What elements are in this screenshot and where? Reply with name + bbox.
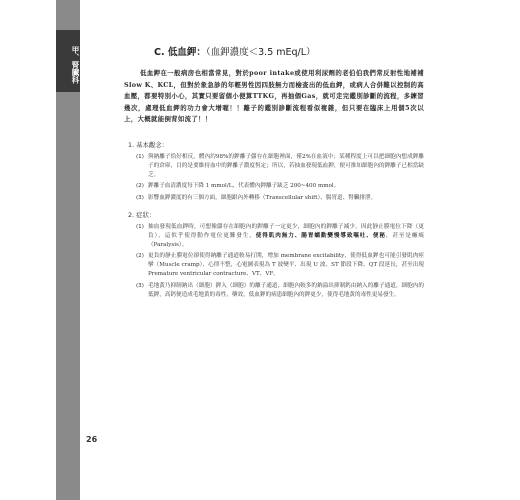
list-item-number: (2) <box>136 183 144 190</box>
list-item <box>136 223 424 249</box>
chapter-tab: 甲、腎臟科 <box>56 30 80 92</box>
list-item-number: (2) <box>136 253 144 260</box>
list-item-text: 影響血鉀濃度的有三個方面，細胞跟內外轉移（Transcellular shift）、腸胃道、腎臟排泄。 <box>148 195 377 202</box>
main-content <box>124 44 424 306</box>
list-item <box>136 282 424 300</box>
list-item-number: (3) <box>136 282 144 289</box>
symptoms-section <box>124 210 424 299</box>
section-title <box>154 44 424 58</box>
list-item-text <box>148 223 424 249</box>
list-item-text: 與鈉離子恰好相反，體內約98%的鉀離子儲存在細胞裡面，僅2%在血液中；某種程度上可以把細胞內想成鉀離子的倉庫，目的是要維持血中的鉀離子濃度恆定；所以，若抽血發現低血鉀，便可推知細胞內的鉀離子已相當缺乏。 <box>148 153 424 178</box>
chapter-sidebar <box>56 0 80 500</box>
list-item <box>136 252 424 278</box>
list-item <box>136 153 424 179</box>
list-item-text: 毛地黃乃抑制鈉出（細胞）鉀入（細胞）的離子通道，細胞內較多的鈉溢出抑制鈣由鈉入的離子通道，細胞內的低鉀，高鈣便造成毛地黃的毒性，藥效，低血鉀的病患細胞內的鉀更少，使得毛地黃的毒性更易發生。 <box>148 282 424 298</box>
basic-concepts-section <box>124 140 424 203</box>
list-item <box>136 194 424 203</box>
page-number: 26 <box>86 435 98 444</box>
symptoms-heading: 2. 症狀： <box>128 210 156 219</box>
intro-paragraph: 低血鉀在一般病房也相當常見，對於poor intake或使用利尿劑的老伯伯我們常反射性地補補Slow K、KCL，但對於象急診的年輕男性因四肢無力而檢查出的低血鉀，或病人合併難以控制的高血壓，都要特別小心，其實只要留個小便算TTKG，再抽個Gas，就可走完鑑別診斷的流程，多練習幾次，處理低血鉀的功力會大增喔！！離子的鑑別診斷流程看似複雜，但只要在臨床上用個5次以上，大概就能倒背如流了！！ <box>124 69 424 124</box>
list-item-text: 鉀離子血清濃度每下降 1 mmol/L，代表體內鉀離子缺乏 200~400 mmol。 <box>148 183 340 190</box>
list-item-number: (1) <box>136 223 144 230</box>
section-title-prefix: C. 低血鉀： <box>154 47 206 58</box>
list-item-text-tail: ，甚至是癱瘓（Paralysis）。 <box>148 232 424 248</box>
list-item-number: (3) <box>136 195 144 202</box>
basic-concepts-heading: 1. 基本觀念： <box>128 140 169 149</box>
list-item-text-lead: 抽血發現低血鉀時，可想像儲存在細胞內的鉀離子一定更少，細胞內的鉀離子減少，因此靜止膜電位下降（更負），這似乎使得動作電位更難發生， <box>148 223 424 239</box>
list-item <box>136 182 424 191</box>
list-item-text: 更負的靜止膜電位卻使得鈉離子通道較易打開，增加 membrane excitability，使得低血鉀也可能引發肌肉痙攣（Muscle cramp）、心律不整，心電圖表現為 T 波變平、出現 U 波、ST 節段下降、QT 段延長，甚至出現 Premature ventricular contracture、VT、VF。 <box>148 253 424 277</box>
list-item-emphasis: 使得肌肉無力、腸胃蠕動變慢導致嘔吐、便秘 <box>255 232 386 239</box>
section-title-main: （血鉀濃度＜3.5 mEq/L） <box>205 47 316 58</box>
list-item-number: (1) <box>136 153 144 160</box>
